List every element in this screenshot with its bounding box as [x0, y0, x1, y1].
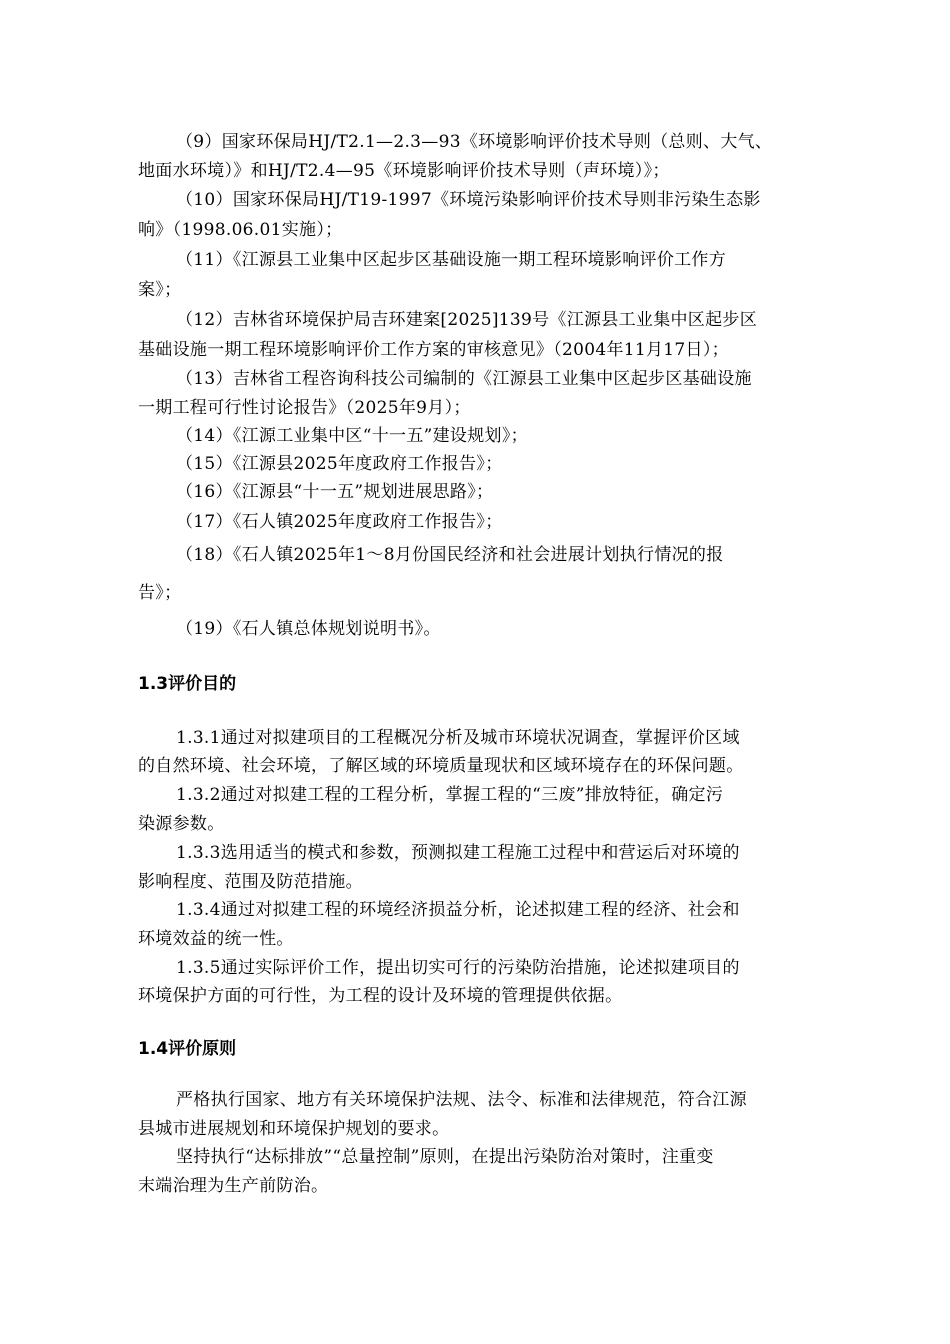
paragraph-line: 环境效益的统一性。 — [138, 929, 294, 949]
paragraph-line: 1.3.1通过对拟建项目的工程概况分析及城市环境状况调查，掌握评价区域 — [176, 728, 740, 748]
reference-item: （13）吉林省工程咨询科技公司编制的《江源县工业集中区起步区基础设施 — [176, 369, 752, 389]
paragraph-line: 县城市进展规划和环境保护规划的要求。 — [138, 1119, 450, 1139]
paragraph-line: 坚持执行“达标排放”“总量控制”原则，在提出污染防治对策时，注重变 — [176, 1147, 714, 1167]
reference-item-continuation: 告》； — [138, 583, 182, 603]
section-heading: 1.4评价原则 — [138, 1039, 237, 1059]
reference-item: （16）《江源县“十一五”规划进展思路》； — [176, 482, 494, 502]
paragraph-line: 1.3.5通过实际评价工作，提出切实可行的污染防治措施，论述拟建项目的 — [176, 958, 740, 978]
reference-item-continuation: 一期工程可行性讨论报告》（2025年9月）； — [138, 398, 471, 418]
reference-item: （18）《石人镇2025年1～8月份国民经济和社会进展计划执行情况的报 — [176, 545, 724, 565]
paragraph-line: 染源参数。 — [138, 814, 225, 834]
section-heading: 1.3评价目的 — [138, 674, 237, 694]
paragraph-line: 末端治理为生产前防治。 — [138, 1176, 329, 1196]
paragraph-line: 影响程度、范围及防范措施。 — [138, 872, 363, 892]
reference-item-continuation: 基础设施一期工程环境影响评价工作方案的审核意见》（2004年11月17日）； — [138, 340, 729, 360]
paragraph-line: 严格执行国家、地方有关环境保护法规、法令、标准和法律规范，符合江源 — [176, 1090, 747, 1110]
paragraph-line: 1.3.3选用适当的模式和参数，预测拟建工程施工过程中和营运后对环境的 — [176, 843, 740, 863]
reference-item: （11）《江源县工业集中区起步区基础设施一期工程环境影响评价工作方 — [176, 250, 727, 270]
paragraph-line: 1.3.4通过对拟建工程的环境经济损益分析，论述拟建工程的经济、社会和 — [176, 900, 740, 920]
paragraph-line: 的自然环境、社会环境，了解区域的环境质量现状和区域环境存在的环保问题。 — [138, 756, 744, 776]
reference-item: （12）吉林省环境保护局吉环建案[2025]139号《江源县工业集中区起步区 — [176, 310, 758, 330]
paragraph-line: 1.3.2通过对拟建工程的工程分析，掌握工程的“三废”排放特征，确定污 — [176, 785, 724, 805]
reference-item: （10）国家环保局HJ/T19-1997《环境污染影响评价技术导则非污染生态影 — [176, 190, 761, 210]
reference-item: （19）《石人镇总体规划说明书》。 — [176, 619, 441, 639]
reference-item: （9）国家环保局HJ/T2.1—2.3—93《环境影响评价技术导则（总则、大气、 — [176, 132, 773, 152]
reference-item-continuation: 响》（1998.06.01实施）； — [138, 220, 343, 240]
reference-item-continuation: 地面水环境）》和HJ/T2.4—95《环境影响评价技术导则（声环境）》； — [138, 161, 670, 181]
reference-item: （15）《江源县2025年度政府工作报告》； — [176, 454, 503, 474]
reference-item: （17）《石人镇2025年度政府工作报告》； — [176, 512, 503, 532]
paragraph-line: 环境保护方面的可行性，为工程的设计及环境的管理提供依据。 — [138, 986, 623, 1006]
reference-item-continuation: 案》； — [138, 280, 182, 300]
reference-item: （14）《江源工业集中区“十一五”建设规划》； — [176, 426, 528, 446]
